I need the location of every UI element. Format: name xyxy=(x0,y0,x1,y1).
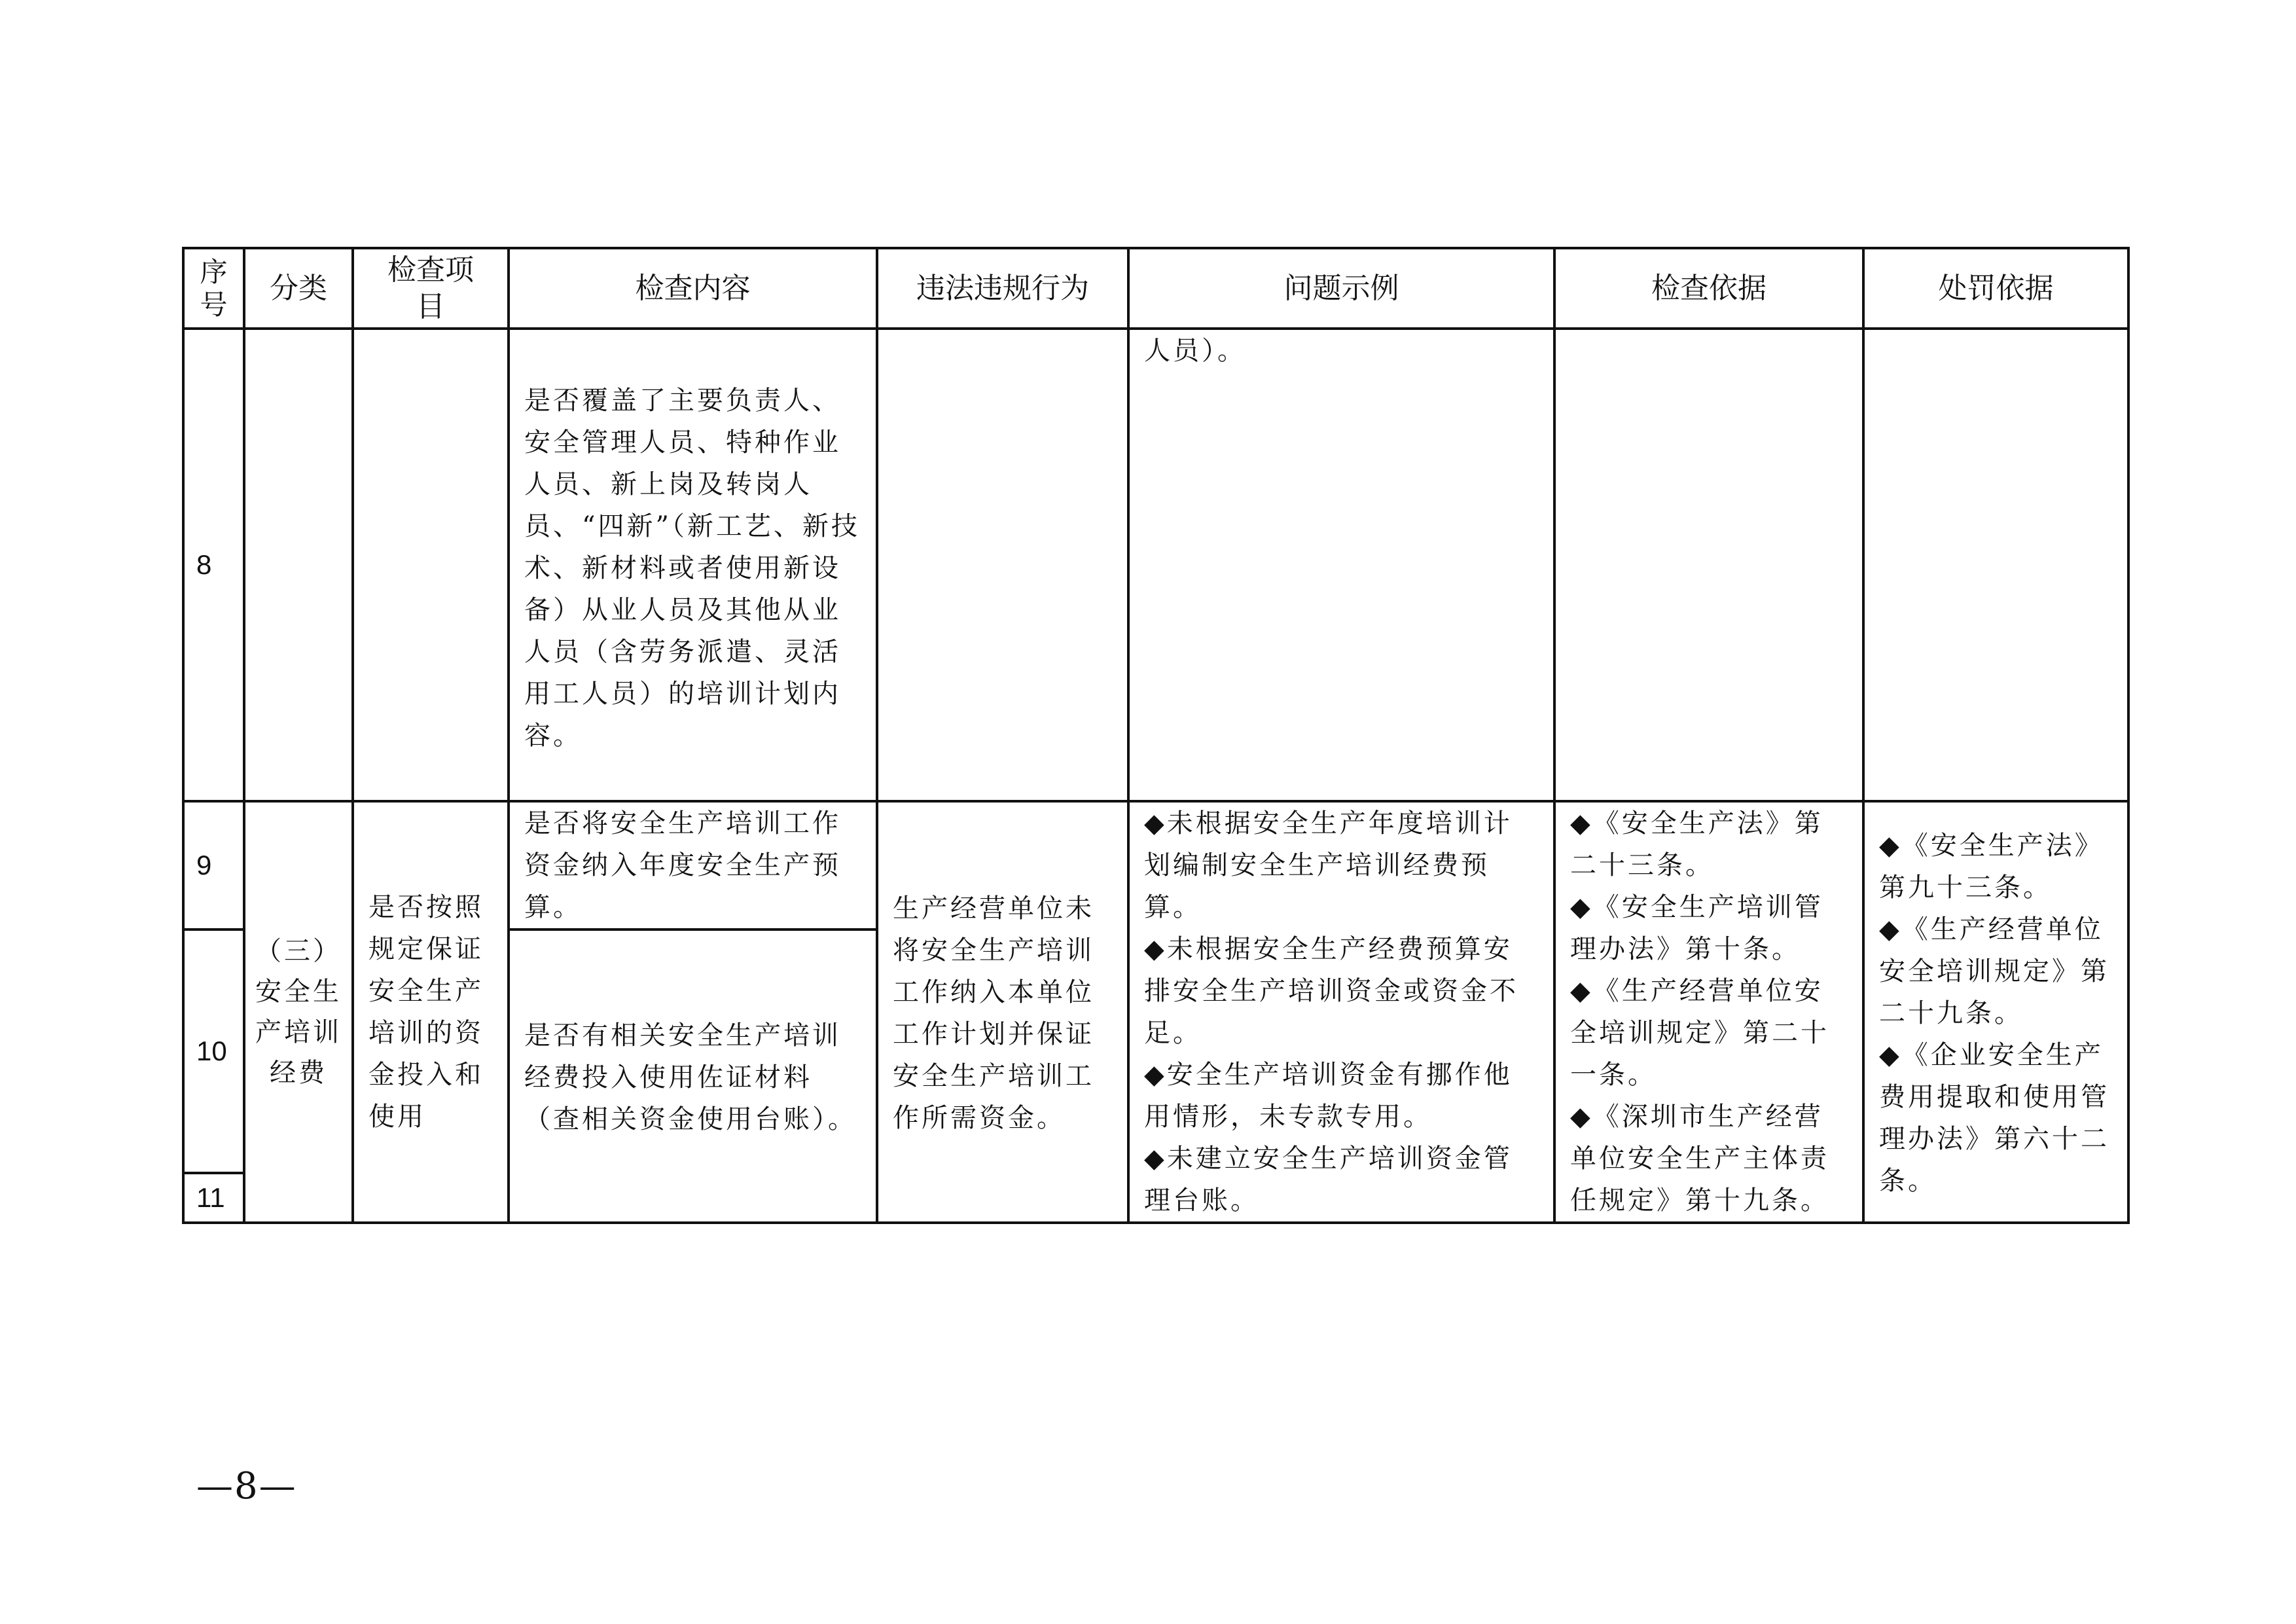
header-basis: 检查依据 xyxy=(1554,248,1863,329)
violation-cell xyxy=(877,801,1128,1223)
table-row-8 xyxy=(183,329,2128,801)
examples-cell xyxy=(1128,329,1554,801)
content-cell xyxy=(509,801,877,929)
examples-cell xyxy=(1128,801,1554,1223)
item-cell xyxy=(353,801,509,1223)
example-item: ◆未根据安全生产经费预算安排安全生产培训资金或资金不足。 xyxy=(1144,934,1518,1048)
header-examples: 问题示例 xyxy=(1128,248,1554,329)
carryover-example-text: 人员）。 xyxy=(1144,336,1246,366)
category-cell-empty xyxy=(244,329,353,801)
example-item: ◆未建立安全生产培训资金管理台账。 xyxy=(1144,1144,1513,1216)
penalty-cell-empty xyxy=(1863,329,2128,801)
content-text: 是否有相关安全生产培训经费投入使用佐证材料（查相关资金使用台账）。 xyxy=(524,1020,857,1134)
category-text: （三）安全生产培训经费 xyxy=(255,936,342,1088)
basis-cell-empty xyxy=(1554,329,1863,801)
content-cell xyxy=(509,929,877,1223)
penalty-cell xyxy=(1863,801,2128,1223)
violation-cell-empty xyxy=(877,329,1128,801)
item-cell-empty xyxy=(353,329,509,801)
content-text: 是否覆盖了主要负责人、安全管理人员、特种作业人员、新上岗及转岗人员、“四新”（新工艺、新技术、新材料或者使用新设备）从业人员及其他从业人员（含劳务派遣、灵活用工人员）的培训计划内容。 xyxy=(524,386,860,751)
example-item: ◆安全生产培训资金有挪作他用情形，未专款专用。 xyxy=(1144,1060,1513,1132)
content-cell xyxy=(509,329,877,801)
header-violation: 违法违规行为 xyxy=(877,248,1128,329)
seq-cell: 10 xyxy=(183,929,244,1173)
item-text: 是否按照规定保证安全生产培训的资金投入和使用 xyxy=(368,892,484,1132)
content-text: 是否将安全生产培训工作资金纳入年度安全生产预算。 xyxy=(524,808,841,922)
penalty-item: ◆《生产经营单位安全培训规定》第二十九条。 xyxy=(1879,914,2109,1028)
header-category: 分类 xyxy=(244,248,353,329)
category-cell xyxy=(244,801,353,1223)
inspection-table-wrapper xyxy=(182,247,2127,1219)
example-item: ◆未根据安全生产年度培训计划编制安全生产培训经费预算。 xyxy=(1144,808,1513,922)
table-row-9 xyxy=(183,801,2128,929)
basis-item: ◆《安全生产法》第二十三条。 xyxy=(1570,808,1823,880)
basis-cell xyxy=(1554,801,1863,1223)
seq-cell: 9 xyxy=(183,801,244,929)
header-row xyxy=(183,248,2128,329)
basis-item: ◆《生产经营单位安全培训规定》第二十一条。 xyxy=(1570,976,1829,1090)
seq-cell: 11 xyxy=(183,1173,244,1223)
penalty-item: ◆《安全生产法》第九十三条。 xyxy=(1879,831,2104,903)
basis-item: ◆《安全生产培训管理办法》第十条。 xyxy=(1570,892,1823,964)
violation-text: 生产经营单位未将安全生产培训工作纳入本单位工作计划并保证安全生产培训工作所需资金。 xyxy=(893,893,1094,1133)
header-content: 检查内容 xyxy=(509,248,877,329)
inspection-table xyxy=(182,247,2130,1224)
penalty-item: ◆《企业安全生产费用提取和使用管理办法》第六十二条。 xyxy=(1879,1040,2109,1196)
header-item: 检查项目 xyxy=(353,248,509,329)
basis-item: ◆《深圳市生产经营单位安全生产主体责任规定》第十九条。 xyxy=(1570,1102,1829,1216)
header-penalty: 处罚依据 xyxy=(1863,248,2128,329)
page-number: —8— xyxy=(196,1465,297,1507)
seq-cell: 8 xyxy=(183,329,244,801)
header-seq: 序号 xyxy=(183,248,244,329)
